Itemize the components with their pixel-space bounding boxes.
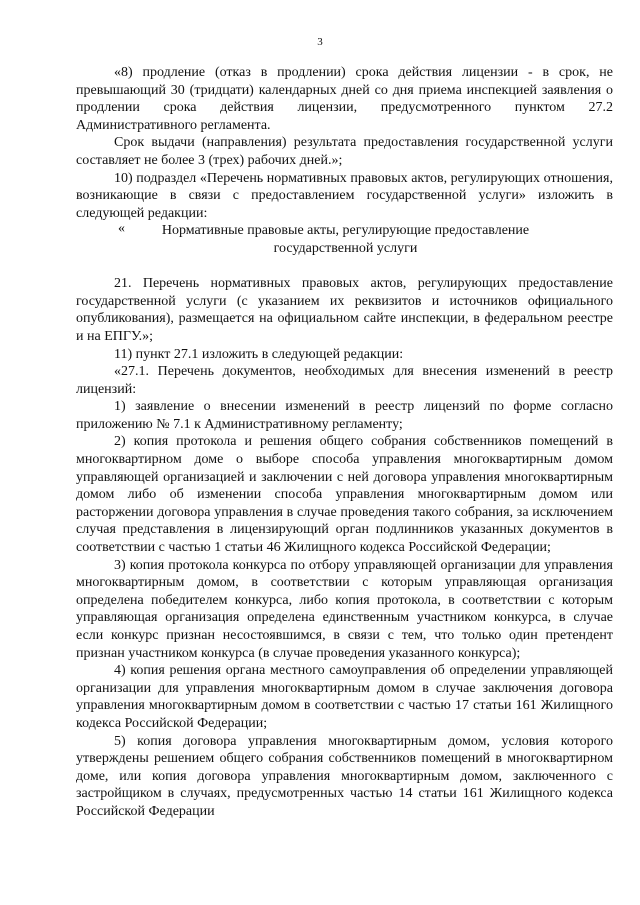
paragraph-item-8: «8) продление (отказ в продлении) срока действия лицензии - в срок, не превышающий 30 (тридцати) календарных дней со дня приема инспекцией заявления о продлении срока действия лицензии, предусмотренного пунктом 27.2 Административного регламента. <box>76 65 613 133</box>
section-title: Нормативные правовые акты, регулирующие предоставление государственной услуги <box>161 223 530 256</box>
paragraph-27-1: «27.1. Перечень документов, необходимых для внесения изменений в реестр лицензий: <box>76 364 613 397</box>
paragraph-issue-term: Срок выдачи (направления) результата предоставления государственной услуги составляет не более 3 (трех) рабочих дней.»; <box>76 135 613 168</box>
section-quote-mark: « <box>118 221 125 236</box>
list-item-5: 5) копия договора управления многоквартирным домом, условия которого утверждены решением общего собрания собственников помещений в многоквартирном доме, или копия договора управления многоквартирным домом, заключенного с застройщиком в случаях, предусмотренных частью 14 статьи 161 Жилищного кодекса Российской Федерации <box>76 733 613 819</box>
spacer <box>76 258 613 276</box>
paragraph-item-10: 10) подраздел «Перечень нормативных правовых актов, регулирующих отношения, возникающие в связи с предоставлением государственной услуги» изложить в следующей редакции: <box>76 170 613 221</box>
paragraph-item-21: 21. Перечень нормативных правовых актов, регулирующих предоставление государственной услуги (с указанием их реквизитов и источников официального опубликования), размещается на официальном сайте инспекции, в федеральном реестре и на ЕПГУ.»; <box>76 276 613 344</box>
list-item-2: 2) копия протокола и решения общего собрания собственников помещений в многоквартирном доме о выборе способа управления многоквартирным домом управляющей организацией и заключении с ней договора управления многоквартирным домом либо об изменении способа управления многоквартирным домом или расторжении договора управления в случае проведения такого собрания, за исключением случая представления в лицензирующий орган подлинников указанных документов в соответствии с частью 1 статьи 46 Жилищного кодекса Российской Федерации; <box>76 434 613 556</box>
paragraph-item-11: 11) пункт 27.1 изложить в следующей редакции: <box>114 346 404 362</box>
list-item-1: 1) заявление о внесении изменений в реестр лицензий по форме согласно приложению № 7.1 к Административному регламенту; <box>76 399 613 432</box>
document-body <box>76 64 613 821</box>
page-number: 3 <box>317 36 323 48</box>
list-item-3: 3) копия протокола конкурса по отбору управляющей организации для управления многоквартирным домом, в соответствии с которым управляющая организация определена победителем конкурса, либо копия протокола, в соответствии с которым управляющая организация определена единственным участником конкурса, в случае если конкурс признан несостоявшимся, в связи с тем, что только один претендент признан участником конкурса (в случае проведения указанного конкурса); <box>76 557 613 661</box>
list-item-4: 4) копия решения органа местного самоуправления об определении управляющей организации для управления многоквартирным домом в случае заключения договора управления многоквартирным домом в соответствии с частью 17 статьи 161 Жилищного кодекса Российской Федерации; <box>76 663 613 731</box>
